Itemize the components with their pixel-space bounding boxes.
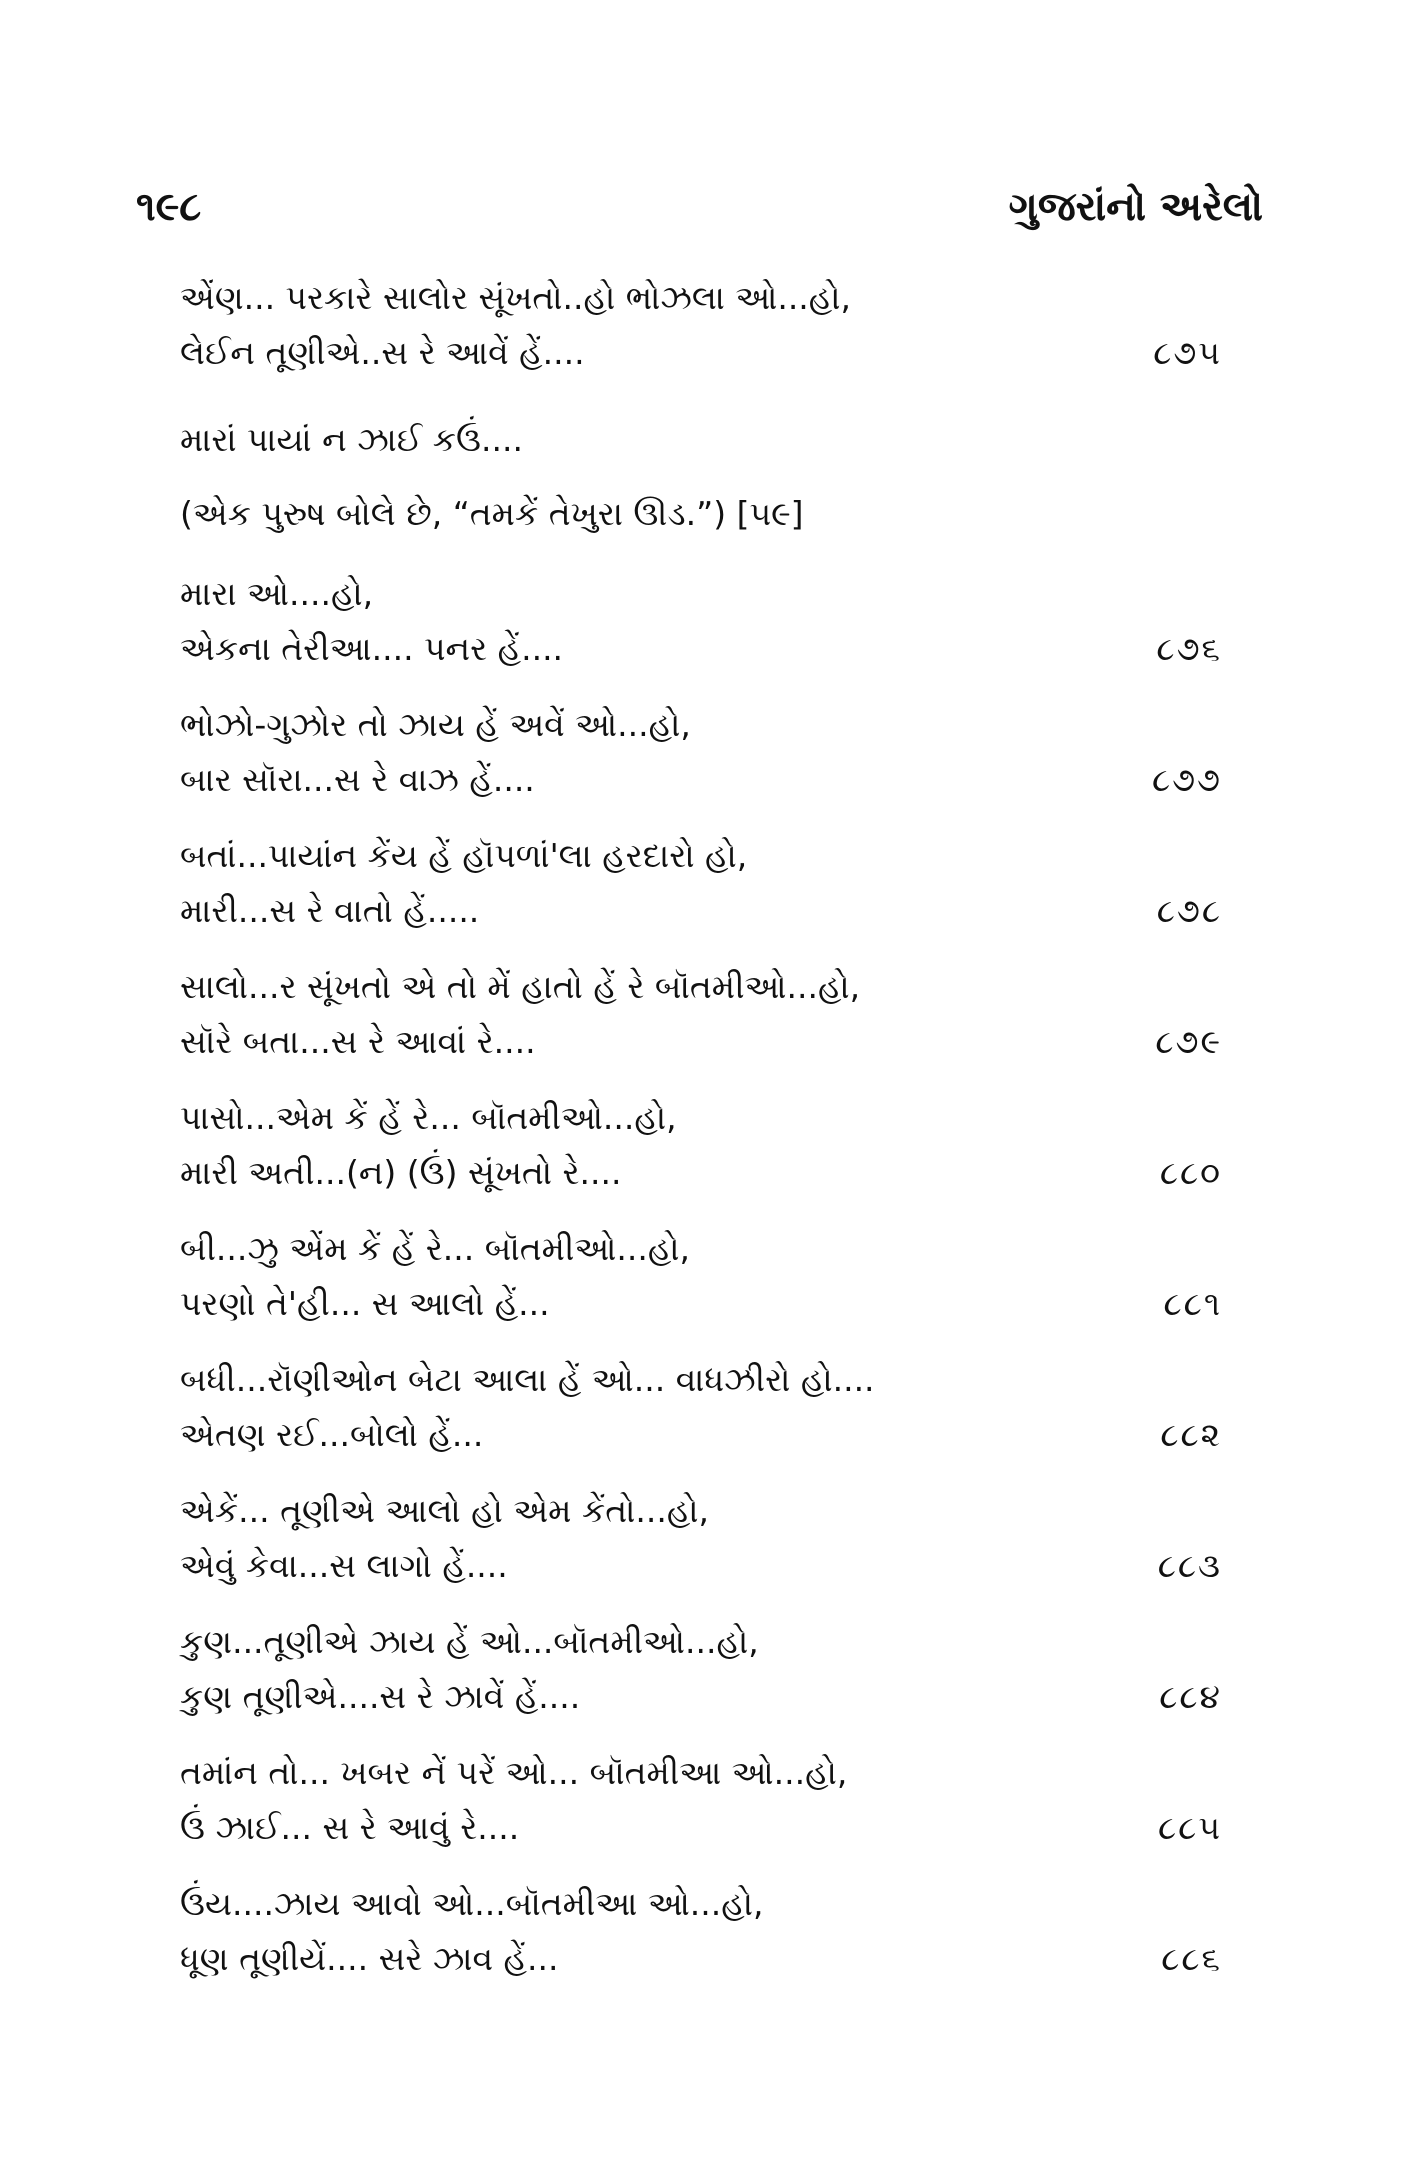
verse-line: પાસો...એમ કેં હેં રે... બૉતમીઓ...હો, [180,1098,677,1137]
verse-line-text: એતણ રઈ...બોલો હેં... [180,1415,484,1454]
verse-line: ઉંય....ઝાય આવો ઓ...બૉતમીઆ ઓ...હો, [180,1884,764,1923]
verse-line-text: મારી...સ રે વાતો હેં..... [180,891,480,930]
verse-line: સાલો...ર સૂંખતો એ તો મેં હાતો હેં રે બૉતમીઓ...હો, [180,967,861,1006]
verse [180,1352,1222,1462]
verse-line-numbered [180,621,1222,676]
verse-number: ૮૮૪ [1159,1677,1222,1716]
verse-number: ૮૭૫ [1153,333,1222,372]
verse-line-numbered [180,325,1222,380]
verse-number: ૮૮૩ [1157,1546,1222,1585]
verse-number: ૮૮૨ [1160,1415,1222,1454]
verse-line-text: ઉં ઝાઈ... સ રે આવું રે.... [180,1808,520,1847]
verse [180,1614,1222,1724]
verse-line-text: કુણ તૂણીએ....સ રે ઝાવેં હેં.... [180,1677,581,1716]
verse-line-numbered [180,1014,1222,1069]
verse-number: ૮૮૦ [1159,1153,1222,1192]
verse-line: બતાં...પાયાંન કેંય હેં હૉપળાં'લા હરદારો હો, [180,836,748,875]
verse-line: બી...ઝુ એંમ કેં હેં રે... બૉતમીઓ...હો, [180,1229,691,1268]
verse-line-numbered [180,1276,1222,1331]
verse [180,486,1222,541]
verse-line: એકેં... તૂણીએ આલો હો એમ કેંતો...હો, [180,1491,710,1530]
verse-line-text: ધૂણ તૂણીયેં.... સરે ઝાવ હેં... [180,1939,559,1978]
verse [180,959,1222,1069]
page-header [136,178,1263,236]
verse-line-numbered [180,1931,1222,1986]
verse-list [180,270,1222,1986]
verse-line: મારાં પાયાં ન ઝાઈ કઉં.... [180,420,523,459]
verse-line-numbered [180,883,1222,938]
verse-number: ૮૮૧ [1163,1284,1222,1323]
verse-line: ભોઝો-ગુઝોર તો ઝાય હેં અવેં ઓ...હો, [180,705,691,744]
verse-line-text: પરણો તે'હી... સ આલો હેં... [180,1284,550,1323]
verse [180,697,1222,807]
verse-number: ૮૮૫ [1158,1808,1222,1847]
verse-number: ૮૭૯ [1155,1022,1222,1061]
verse [180,1745,1222,1855]
speaker-note: (એક પુરુષ બોલે છે, “તમકેં તેખુરા ઊડ.”) [૫૯] [180,494,804,533]
verse-line-text: લેઈન તૂણીએ..સ રે આવેં હેં.... [180,333,585,372]
verse-line: કુણ...તૂણીએ ઝાય હેં ઓ...બૉતમીઓ...હો, [180,1622,759,1661]
verse-line-numbered [180,1669,1222,1724]
verse [180,1090,1222,1200]
verse-line: બધી...રૉણીઓન બેટા આલા હેં ઓ... વાધઝીરો હો.... [180,1360,875,1399]
verse-line-text: મારી અતી...(ન) (ઉં) સૂંખતો રે.... [180,1153,622,1192]
page-number: ૧૯૮ [136,184,202,230]
verse [180,412,1222,467]
verse-line: એંણ... પરકારે સાલોર સૂંખતો..હો ભોઝલા ઓ...હો, [180,278,851,317]
running-title: ગુજરાંનો અરેલો [1008,184,1263,230]
verse-line-text: સૉરે બતા...સ રે આવાં રે.... [180,1022,536,1061]
verse-line-numbered [180,1538,1222,1593]
verse [180,1876,1222,1986]
verse-line-text: એકના તેરીઆ.... પનર હેં.... [180,629,564,668]
verse [180,828,1222,938]
verse-line-text: એવું કેવા...સ લાગો હેં.... [180,1546,508,1585]
verse [180,1483,1222,1593]
verse-line-text: બાર સૉરા...સ રે વાઝ હેં.... [180,760,535,799]
verse-line: તમાંન તો... ખબર નેં પરેં ઓ... બૉતમીઆ ઓ...હો, [180,1753,848,1792]
verse-number: ૮૭૮ [1156,891,1222,930]
verse-line: મારા ઓ....હો, [180,574,374,613]
verse-line-numbered [180,1800,1222,1855]
verse-number: ૮૭૬ [1156,629,1222,668]
verse-line-numbered [180,1407,1222,1462]
verse-number: ૮૮૬ [1161,1939,1222,1978]
verse [180,270,1222,380]
verse-number: ૮૭૭ [1151,760,1222,799]
verse-line-numbered [180,752,1222,807]
verse [180,1221,1222,1331]
verse [180,566,1222,676]
verse-line-numbered [180,1145,1222,1200]
